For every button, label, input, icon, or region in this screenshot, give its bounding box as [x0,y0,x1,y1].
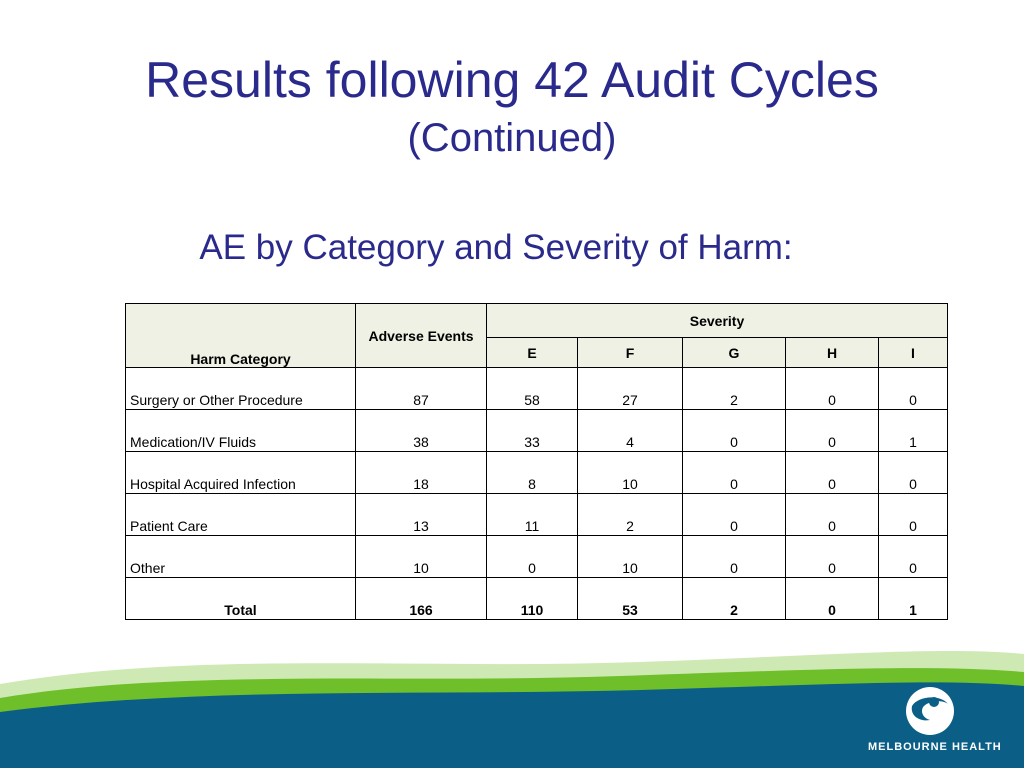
header-severity: Severity [487,304,948,338]
header-adverse-events: Adverse Events [356,304,487,368]
cell-category: Surgery or Other Procedure [126,368,356,410]
cell-adverse-events: 10 [356,536,487,578]
cell-adverse-events: 38 [356,410,487,452]
cell-total-label: Total [126,578,356,620]
cell-total-adverse-events: 166 [356,578,487,620]
header-severity-i: I [879,338,948,368]
header-harm-category: Harm Category [126,304,356,368]
cell-e: 11 [487,494,578,536]
cell-total-h: 0 [786,578,879,620]
slide-title [0,50,1024,166]
cell-category: Hospital Acquired Infection [126,452,356,494]
table-row [126,452,948,494]
cell-h: 0 [786,410,879,452]
header-severity-f: F [578,338,683,368]
title-main: Results following 42 Audit Cycles [145,52,879,108]
cell-i: 0 [879,536,948,578]
cell-total-g: 2 [683,578,786,620]
cell-e: 0 [487,536,578,578]
cell-adverse-events: 87 [356,368,487,410]
cell-f: 10 [578,452,683,494]
cell-e: 33 [487,410,578,452]
cell-h: 0 [786,368,879,410]
cell-g: 0 [683,452,786,494]
cell-i: 0 [879,494,948,536]
cell-i: 0 [879,368,948,410]
cell-g: 0 [683,410,786,452]
cell-category: Medication/IV Fluids [126,410,356,452]
table-row [126,494,948,536]
header-severity-g: G [683,338,786,368]
header-severity-h: H [786,338,879,368]
cell-f: 2 [578,494,683,536]
cell-f: 27 [578,368,683,410]
table-caption: AE by Category and Severity of Harm: [199,228,793,267]
cell-category: Other [126,536,356,578]
cell-i: 1 [879,410,948,452]
header-severity-e: E [487,338,578,368]
cell-g: 0 [683,494,786,536]
cell-total-e: 110 [487,578,578,620]
melbourne-health-logo-icon [906,687,954,735]
table-row [126,368,948,410]
table-total-row [126,578,948,620]
logo-text: MELBOURNE HEALTH [868,741,1002,753]
cell-e: 58 [487,368,578,410]
cell-g: 2 [683,368,786,410]
title-sub: (Continued) [407,116,617,160]
table-row [126,410,948,452]
cell-adverse-events: 13 [356,494,487,536]
cell-category: Patient Care [126,494,356,536]
cell-f: 4 [578,410,683,452]
cell-e: 8 [487,452,578,494]
cell-h: 0 [786,452,879,494]
cell-h: 0 [786,536,879,578]
cell-i: 0 [879,452,948,494]
cell-total-i: 1 [879,578,948,620]
cell-h: 0 [786,494,879,536]
cell-g: 0 [683,536,786,578]
table-row [126,536,948,578]
cell-adverse-events: 18 [356,452,487,494]
cell-f: 10 [578,536,683,578]
cell-total-f: 53 [578,578,683,620]
ae-severity-table [125,303,948,620]
